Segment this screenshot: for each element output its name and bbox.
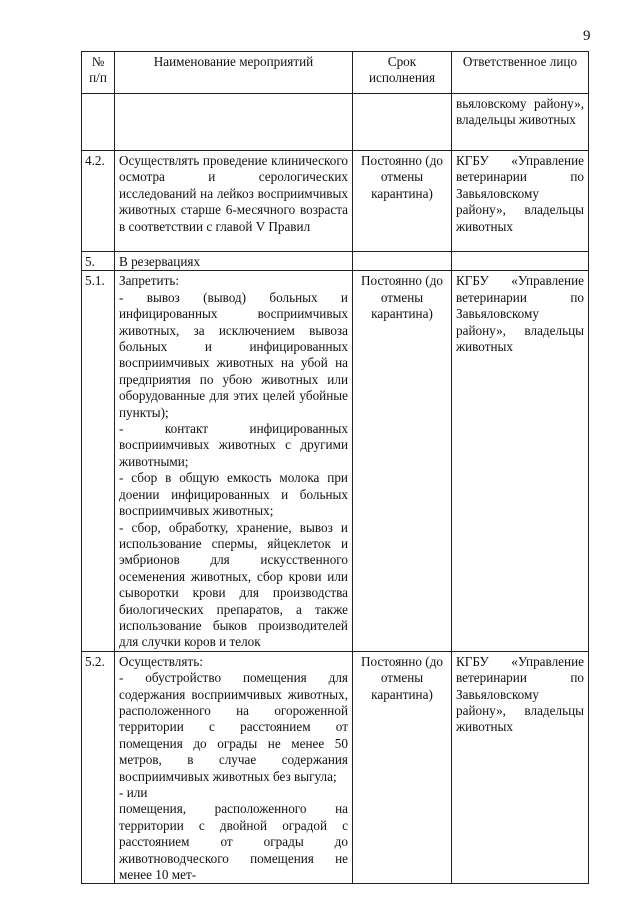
row-name <box>115 651 353 884</box>
row-responsible: КГБУ «Управление ветеринарии по Завьяловскому району», владельцы животных <box>452 651 589 884</box>
row-responsible: КГБУ «Управление ветеринарии по Завьяловскому району», владельцы животных <box>452 151 589 252</box>
table-row <box>82 151 589 252</box>
header-num: № п/п <box>82 52 115 94</box>
row-num: 4.2. <box>82 151 115 252</box>
row-term: Постоянно (до отмены карантина) <box>353 151 452 252</box>
table-row <box>82 252 589 271</box>
row-name <box>115 94 353 151</box>
name-line: - обустройство помещения для содержания восприимчивых животных, расположенного на огороженной территории с расстоянием от помещения до ограды не менее 50 метров, в случае содержания восприимчивых животных без выгула; <box>119 670 348 784</box>
row-name <box>115 271 353 651</box>
row-num: 5. <box>82 252 115 271</box>
name-line: - или <box>119 785 148 800</box>
row-name: В резервациях <box>115 252 353 271</box>
header-name: Наименование мероприятий <box>115 52 353 94</box>
table-row <box>82 651 589 884</box>
table-row <box>82 271 589 651</box>
name-line: - вывоз (вывод) больных и инфицированных восприимчивых животных, за исключением вывоза больных и инфицированных восприимчивых животных на убой на предприятия по убою животных или оборудованные для этих целей убойные пункты); <box>119 289 348 420</box>
row-responsible <box>452 252 589 271</box>
name-line: - контакт инфицированных восприимчивых животных с другими животными; <box>119 421 348 469</box>
row-responsible: вьяловскому району», владельцы животных <box>452 94 589 151</box>
measures-table <box>81 51 589 884</box>
row-num: 5.1. <box>82 271 115 651</box>
row-responsible: КГБУ «Управление ветеринарии по Завьяловскому району», владельцы животных <box>452 271 589 651</box>
header-term: Срок исполнения <box>353 52 452 94</box>
row-num: 5.2. <box>82 651 115 884</box>
table-row <box>82 94 589 151</box>
row-name: Осуществлять проведение клинического осмотра и серологических исследований на лейкоз восприимчивых животных старше 6-месячного возраста в соответствии с главой V Правил <box>115 151 353 252</box>
page-number: 9 <box>583 28 591 44</box>
row-term: Постоянно (до отмены карантина) <box>353 271 452 651</box>
header-responsible: Ответственное лицо <box>452 52 589 94</box>
row-term <box>353 252 452 271</box>
row-term <box>353 94 452 151</box>
row-num <box>82 94 115 151</box>
name-line: - сбор в общую емкость молока при доении инфицированных и больных восприимчивых животных; <box>119 470 348 519</box>
name-line: Осуществлять: <box>119 653 203 669</box>
table-header-row <box>82 52 589 94</box>
name-line: помещения, расположенного на территории с двойной оградой с расстоянием от ограды до животноводческого помещения не менее 10 мет- <box>119 801 348 883</box>
row-term: Постоянно (до отмены карантина) <box>353 651 452 884</box>
name-line: Запретить: <box>119 273 180 289</box>
name-line: - сбор, обработку, хранение, вывоз и использование спермы, яйцеклеток и эмбрионов для искусственного осеменения животных, сбор крови или сыворотки крови для производства биологических препаратов, а также использование быков производителей для случки коров и телок <box>119 519 348 650</box>
